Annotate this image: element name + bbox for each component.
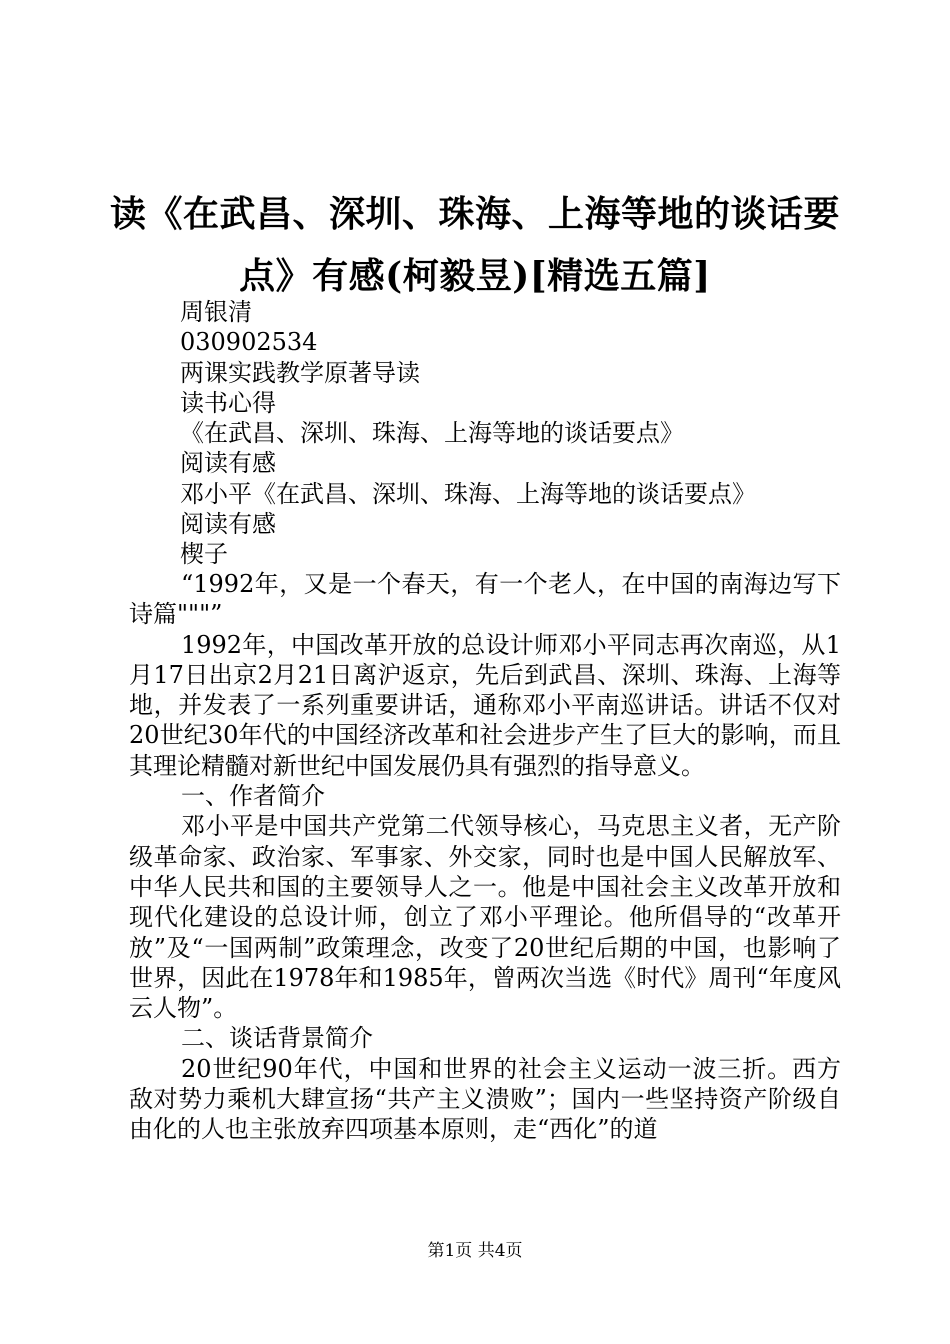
assignment-type: 读书心得 (180, 388, 276, 417)
book-title: 《在武昌、深圳、珠海、上海等地的谈话要点》 (180, 419, 684, 448)
page-number-footer: 第1页 共4页 (427, 1241, 523, 1261)
paragraph: 1992年，中国改革开放的总设计师邓小平同志再次南巡，从1月17日出京2月21日离沪返京，先后到武昌、深圳、珠海、上海等地，并发表了一系列重要讲话，通称邓小平南巡讲话。讲话不仅对20世纪30年代的中国经济改革和社会进步产生了巨大的影响，而且其理论精髓对新世纪中国发展仍具有强烈的指导意义。 (129, 630, 841, 780)
essay-subject: 邓小平《在武昌、深圳、珠海、上海等地的谈话要点》 (180, 479, 756, 508)
document-body (129, 569, 841, 1145)
paragraph: 邓小平是中国共产党第二代领导核心，马克思主义者，无产阶级革命家、政治家、军事家、外交家，同时也是中国人民解放军、中华人民共和国的主要领导人之一。他是中国社会主义改革开放和现代化建设的总设计师，创立了邓小平理论。他所倡导的“改革开放”及“一国两制”政策理念，改变了20世纪后期的中国，也影响了世界，因此在1978年和1985年，曾两次当选《时代》周刊“年度风云人物”。 (129, 812, 841, 1023)
paragraph: 20世纪90年代，中国和世界的社会主义运动一波三折。西方敌对势力乘机大肆宣扬“共产主义溃败”；国内一些坚持资产阶级自由化的人也主张放弃四项基本原则，走“西化”的道 (129, 1054, 841, 1144)
paragraph-quote: “1992年，又是一个春天，有一个老人，在中国的南海边写下诗篇"""” (129, 570, 841, 629)
section-heading-author: 一、作者简介 (181, 782, 325, 811)
document-meta (180, 297, 756, 570)
section-label-prologue: 楔子 (180, 540, 228, 569)
meta-line: 阅读有感 (180, 449, 276, 478)
document-title: 读《在武昌、深圳、珠海、上海等地的谈话要点》有感(柯毅昱)[精选五篇] (109, 193, 840, 297)
student-id: 030902534 (180, 328, 318, 357)
section-heading-background: 二、谈话背景简介 (181, 1024, 373, 1053)
meta-line: 阅读有感 (180, 510, 276, 539)
course-name: 两课实践教学原著导读 (180, 358, 420, 387)
author-name: 周银清 (180, 298, 252, 326)
